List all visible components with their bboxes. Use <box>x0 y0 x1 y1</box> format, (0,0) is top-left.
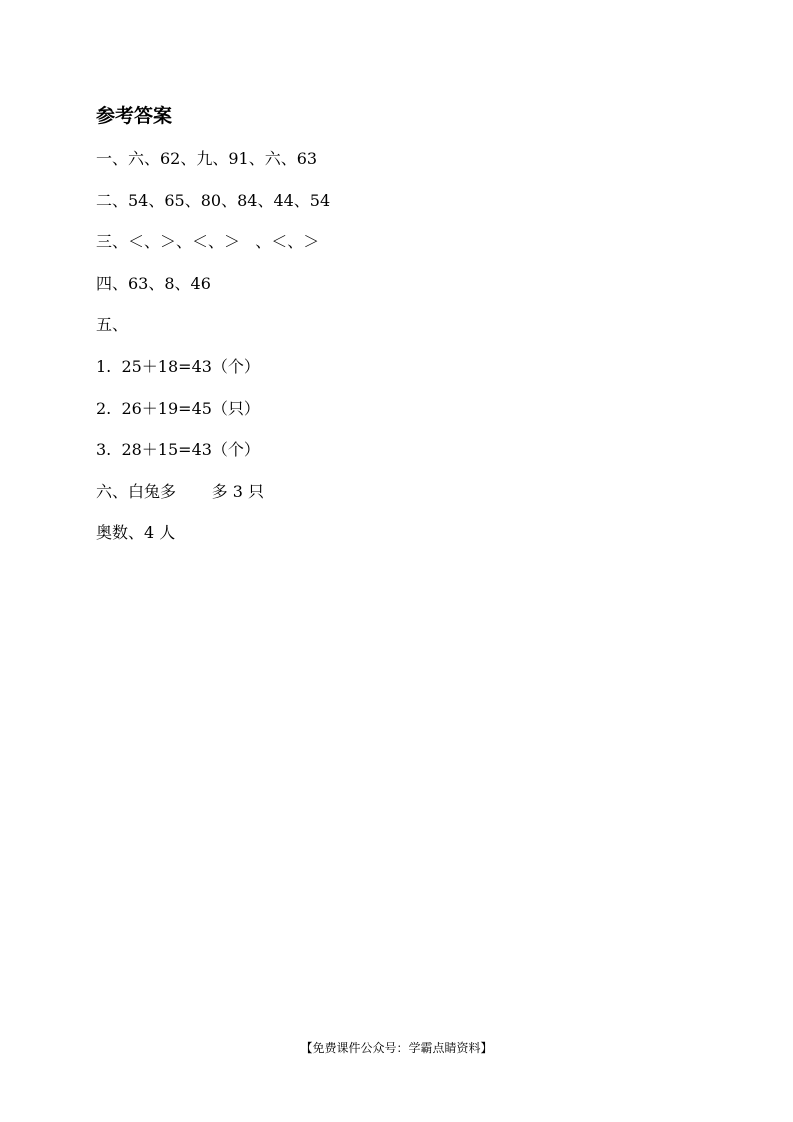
answer-line-5: 五、 <box>96 315 129 334</box>
answer-line-5-2: 2. 26＋19=45（只） <box>96 399 260 418</box>
answer-line-3: 三、＜、＞、＜、＞ 、＜、＞ <box>96 232 320 251</box>
answer-line-5-1: 1. 25＋18=43（个） <box>96 357 260 376</box>
answer-line-1: 一、六、62、九、91、六、63 <box>96 149 318 168</box>
answer-line-2: 二、54、65、80、84、44、54 <box>96 191 331 210</box>
answer-line-6: 六、白兔多 多 3 只 <box>96 482 264 501</box>
page-footer: 【免费课件公众号：学霸点睛资料】 <box>300 1041 493 1055</box>
answer-line-4: 四、63、8、46 <box>96 274 211 293</box>
answer-line-5-3: 3. 28＋15=43（个） <box>96 440 260 459</box>
page-title: 参考答案 <box>96 105 173 127</box>
answer-line-olympiad: 奥数、4 人 <box>96 523 176 542</box>
